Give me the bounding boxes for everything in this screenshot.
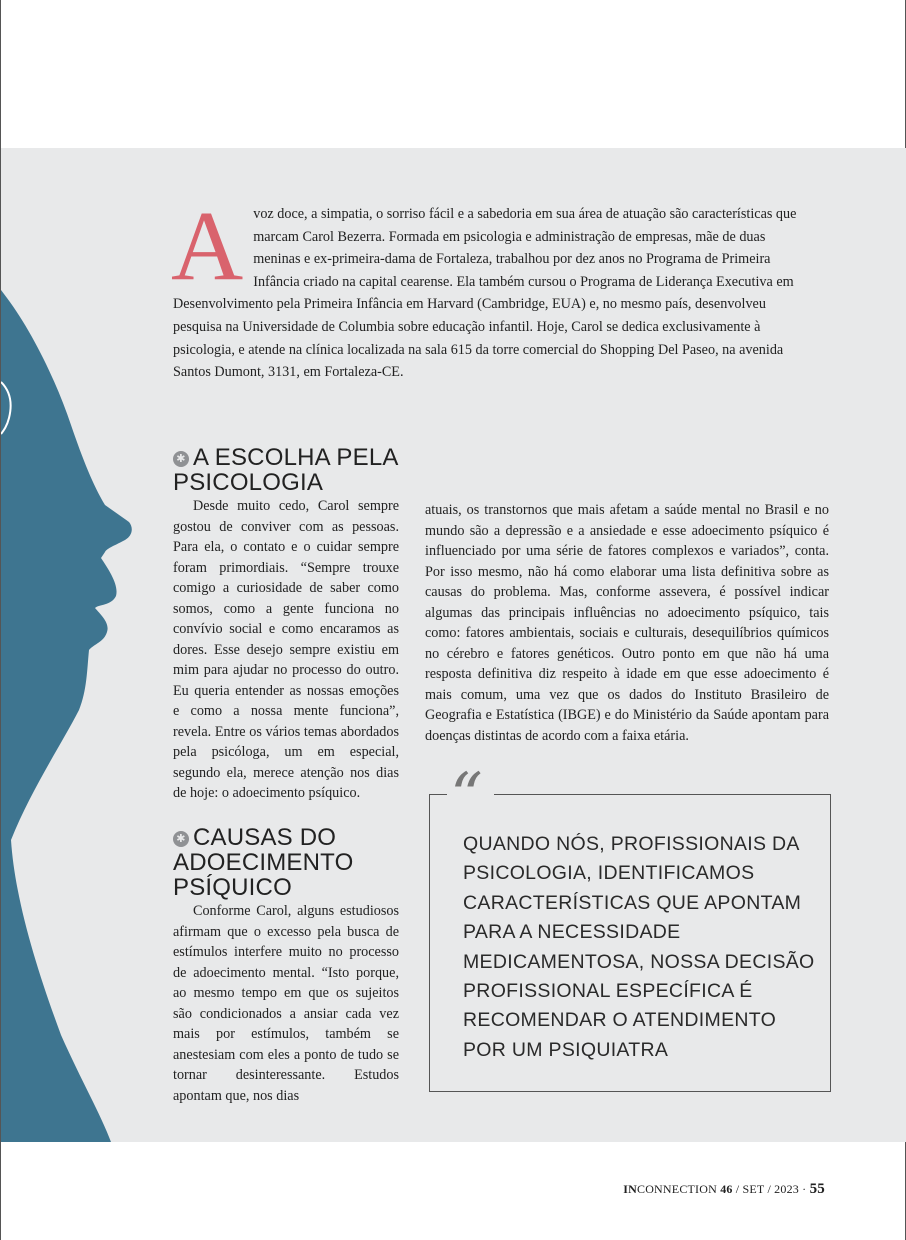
drop-cap: A	[171, 190, 244, 301]
section-heading-text: CAUSAS DO ADOECIMENTO PSÍQUICO	[173, 824, 354, 901]
section-heading-text: A ESCOLHA PELA PSICOLOGIA	[173, 444, 398, 496]
brand-in: IN	[623, 1182, 637, 1196]
right-column-text	[425, 500, 829, 746]
section-heading-escolha	[173, 445, 423, 495]
quote-mark-icon: “	[450, 760, 483, 834]
paragraph: Desde muito cedo, Carol sempre gostou de conviver com as pessoas. Para ela, o contato e o cuidar sempre foram primordiais. “Sempre trouxe comigo a curiosidade de saber como somos, como a gente funciona no convívio social e como encaramos as dores. Esse desejo sempre existiu em mim para ajudar no processo do outro. Eu queria entender as nossas emoções e como a nossa mente funciona”, revela. Entre os vários temas abordados pela psicóloga, um em especial, segundo ela, merece atenção nos dias de hoje: o adoecimento psíquico.	[173, 498, 399, 801]
quote-border-segment	[494, 794, 831, 795]
paragraph: atuais, os transtornos que mais afetam a saúde mental no Brasil e no mundo são a depressão e a ansiedade e esse adoecimento psíquico é influenciado por uma série de fatores complexos e variados”, conta. Por isso mesmo, não há como elaborar uma lista definitiva sobre as causas do problema. Mas, conforme assevera, é possível indicar algumas das principais influências no adoecimento psíquico, tais como: fatores ambientais, sociais e culturais, desequilíbrios químicos no cérebro e fatores genéticos. Outro ponto em que não há uma resposta definitiva diz respeito à idade em que esse adoecimento é mais comum, uma vez que os dados do Instituto Brasileiro de Geografia e Estatística (IBGE) e do Ministério da Saúde apontam para doenças distintas de acordo com a faixa etária.	[425, 502, 829, 744]
section-body-escolha	[173, 496, 399, 804]
pull-quote-text: QUANDO NÓS, PROFISSIONAIS DA PSICOLOGIA, IDENTIFICAMOS CARACTERÍSTICAS QUE APONTAM PARA A NECESSIDADE MEDICAMENTOSA, NOSSA DECISÃO PROFISSIONAL ESPECÍFICA É RECOMENDAR O ATENDIMENTO POR UM PSIQUIATRA	[463, 833, 815, 1061]
brand-name: CONNECTION	[636, 1182, 717, 1196]
intro-paragraph	[171, 190, 813, 384]
issue-date: / SET / 2023 ·	[735, 1182, 807, 1196]
intro-text: voz doce, a simpatia, o sorriso fácil e a sabedoria em sua área de atuação são características que marcam Carol Bezerra. Formada em psicologia e administração de empresas, mãe de duas meninas e ex-primeira-dama de Fortaleza, trabalhou por dez anos no Programa de Primeira Infância criado na capital cearense. Ela também cursou o Programa de Liderança Executiva em Desenvolvimento pela Primeira Infância em Harvard (Cambridge, EUA) e, no mesmo país, desenvolveu pesquisa na Universidade de Columbia sobre educação infantil. Hoje, Carol se dedica exclusivamente à psicologia, e atende na clínica localizada na sala 615 da torre comercial do Shopping Del Paseo, na avenida Santos Dumont, 3131, em Fortaleza-CE.	[173, 206, 797, 381]
page-number: 55	[809, 1181, 825, 1197]
issue-number: 46	[720, 1182, 733, 1196]
star-bullet-icon: ✱	[173, 451, 189, 467]
page-footer	[623, 1181, 825, 1198]
head-silhouette-illustration	[1, 290, 141, 1142]
pull-quote-box	[429, 760, 831, 1092]
star-bullet-icon: ✱	[173, 831, 189, 847]
paragraph: Conforme Carol, alguns estudiosos afirmam que o excesso pela busca de estímulos interfere muito no processo de adoecimento mental. “Isto porque, ao mesmo tempo em que os sujeitos são condicionados a ansiar cada vez mais por estímulos, também se anestesiam com eles a ponto de tudo se tornar desinteressante. Estudos apontam que, nos dias	[173, 903, 399, 1104]
section-heading-causas	[173, 825, 403, 900]
section-body-causas	[173, 901, 399, 1106]
quote-border-segment	[429, 794, 447, 795]
